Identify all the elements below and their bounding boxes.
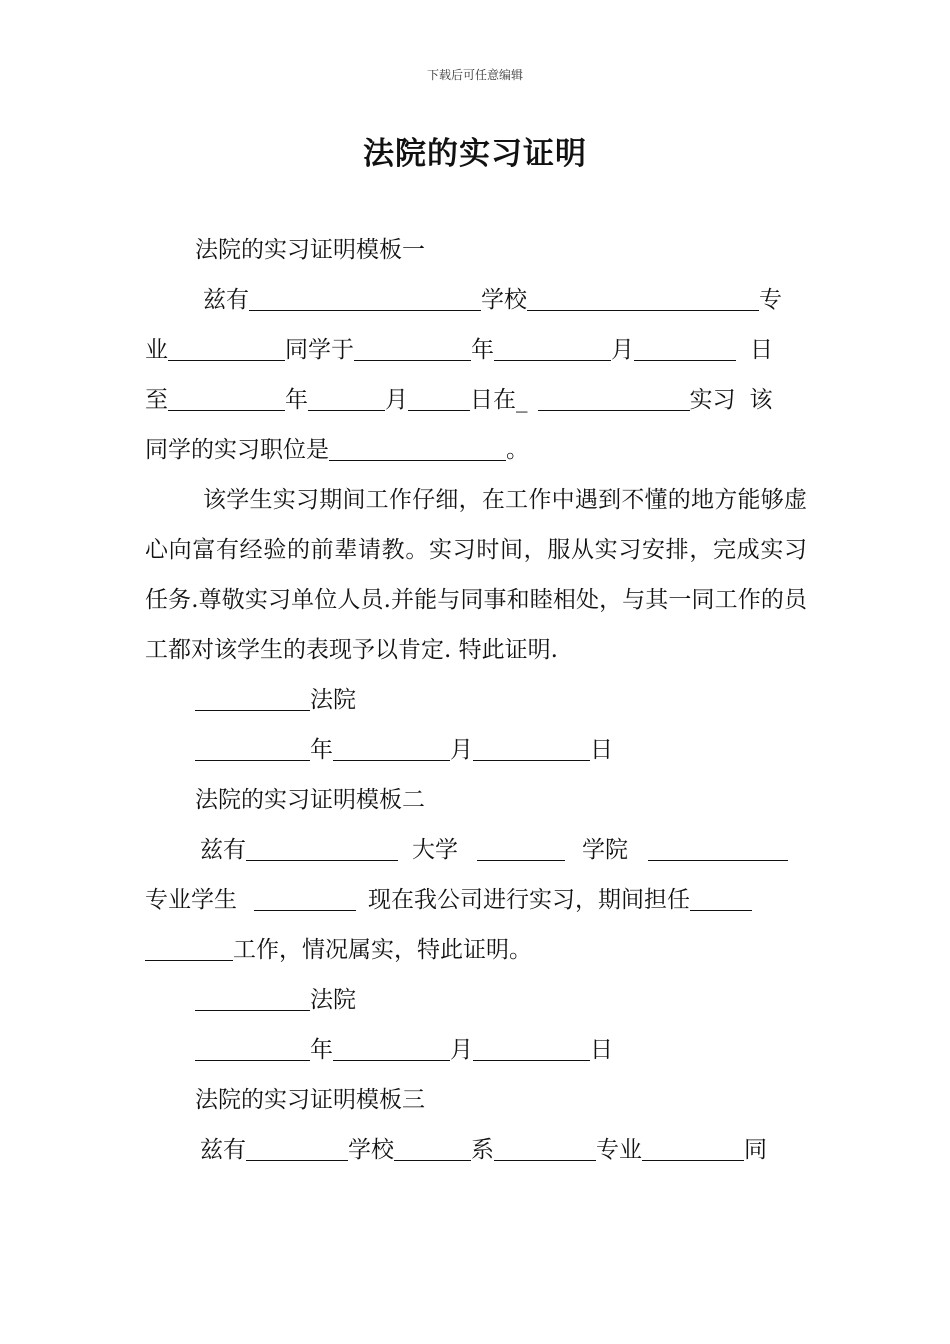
blank-field: [394, 1132, 471, 1161]
template2-date: 年 月 日: [145, 1025, 807, 1075]
blank-field: [195, 1032, 310, 1061]
template2-line1: 兹有 大学 学院: [145, 825, 807, 875]
blank-field: [354, 332, 471, 361]
document-body: [145, 225, 807, 1175]
blank-field: [408, 382, 470, 411]
blank-field: [690, 882, 752, 911]
blank-field: [195, 682, 310, 711]
template1-heading: 法院的实习证明模板一: [195, 237, 425, 263]
blank-field: [168, 332, 285, 361]
template2-court: 法院: [145, 975, 807, 1025]
blank-field: [145, 932, 233, 961]
blank-field: [473, 1032, 590, 1061]
template3-heading: 法院的实习证明模板三: [195, 1087, 425, 1113]
template1-line1: 兹有 学校 专: [145, 275, 807, 325]
blank-field: [329, 432, 506, 461]
blank-field: [246, 832, 398, 861]
blank-field: [527, 282, 759, 311]
blank-field: [538, 382, 690, 411]
blank-field: [642, 1132, 744, 1161]
blank-field: [246, 1132, 348, 1161]
blank-field: [634, 332, 736, 361]
blank-field: [477, 832, 565, 861]
template2-heading: 法院的实习证明模板二: [195, 787, 425, 813]
blank-field: [648, 832, 788, 861]
template3-line1: 兹有 学校 系 专业 同: [145, 1125, 807, 1175]
template1-court: 法院: [145, 675, 807, 725]
blank-field: [249, 282, 481, 311]
blank-field: [494, 332, 611, 361]
document-title: 法院的实习证明: [363, 136, 587, 172]
page-header: 下载后可任意编辑: [426, 68, 523, 82]
blank-field: [473, 732, 590, 761]
blank-field: [168, 382, 285, 411]
template1-body: 该学生实习期间工作仔细，在工作中遇到不懂的地方能够虚心向富有经验的前辈请教。实习时间，服从实习安排，完成实习任务.尊敬实习单位人员.并能与同事和睦相处，与其一同工作的员工都对该学生的表现予以肯定. 特此证明.: [145, 487, 807, 663]
template2-line3: 工作，情况属实，特此证明。: [145, 925, 807, 975]
blank-field: [195, 982, 310, 1011]
blank-field: [308, 382, 385, 411]
blank-field: [333, 732, 450, 761]
blank-field: [254, 882, 356, 911]
blank-field: [333, 1032, 450, 1061]
blank-field: [494, 1132, 596, 1161]
blank-field: [195, 732, 310, 761]
template1-line4: 同学的实习职位是 。: [145, 425, 807, 475]
template2-line2: 专业学生 现在我公司进行实习，期间担任: [145, 875, 807, 925]
template1-line3: 至 年 月 日在_ 实习 该: [145, 375, 807, 425]
template1-line2: 业 同学于 年 月 日: [145, 325, 807, 375]
template1-date: 年 月 日: [145, 725, 807, 775]
